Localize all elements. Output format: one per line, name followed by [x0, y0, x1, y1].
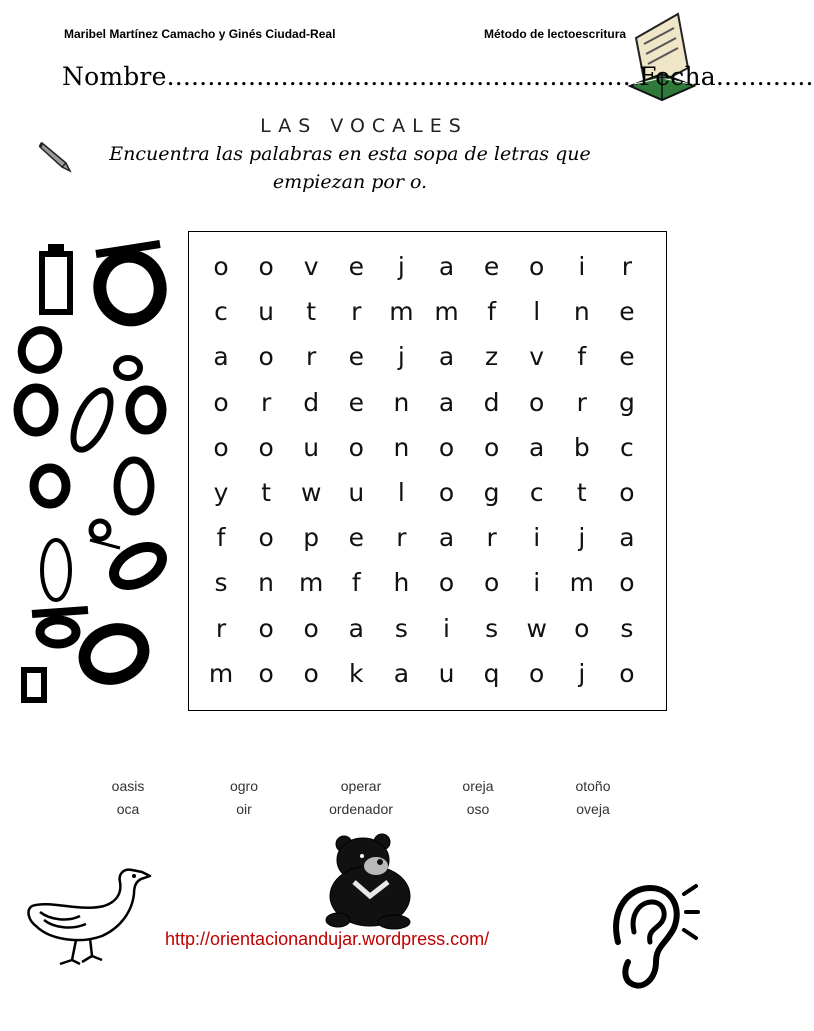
grid-cell[interactable]: a: [348, 613, 364, 643]
grid-cell[interactable]: y: [213, 478, 229, 507]
word-list-item: oreja: [462, 778, 494, 794]
grid-cell[interactable]: a: [438, 523, 455, 553]
grid-cell[interactable]: o: [529, 387, 545, 417]
grid-cell[interactable]: j: [397, 342, 405, 372]
pencil-icon: [38, 137, 74, 173]
grid-cell[interactable]: i: [578, 252, 586, 281]
grid-cell[interactable]: z: [485, 342, 499, 372]
grid-cell[interactable]: s: [394, 613, 408, 643]
grid-cell[interactable]: r: [576, 387, 587, 417]
bear-icon: [318, 830, 418, 930]
grid-cell[interactable]: o: [438, 568, 455, 598]
grid-cell[interactable]: o: [258, 613, 274, 643]
grid-cell[interactable]: m: [434, 297, 459, 327]
grid-cell[interactable]: a: [619, 523, 635, 553]
grid-cell[interactable]: m: [389, 297, 414, 327]
date-field[interactable]: Fecha............: [639, 62, 814, 91]
grid-cell[interactable]: o: [619, 478, 635, 507]
grid-cell[interactable]: r: [260, 387, 272, 417]
grid-cell[interactable]: q: [483, 658, 500, 688]
grid-cell[interactable]: o: [213, 252, 229, 281]
grid-cell[interactable]: j: [578, 523, 586, 553]
grid-cell[interactable]: l: [533, 297, 541, 327]
grid-cell[interactable]: v: [303, 252, 319, 281]
grid-cell[interactable]: o: [619, 568, 635, 598]
word-list-item: oasis: [111, 778, 145, 794]
grid-cell[interactable]: v: [529, 342, 545, 372]
grid-cell[interactable]: s: [620, 613, 634, 643]
grid-cell[interactable]: a: [393, 658, 410, 688]
grid-cell[interactable]: o: [483, 568, 500, 598]
word-list-item: oso: [466, 801, 490, 817]
grid-cell[interactable]: e: [619, 297, 635, 327]
instructions: [80, 140, 620, 196]
grid-cell[interactable]: o: [303, 613, 319, 643]
grid-cell[interactable]: c: [529, 478, 544, 507]
grid-cell[interactable]: a: [438, 342, 455, 372]
grid-cell[interactable]: o: [213, 387, 229, 417]
grid-cell[interactable]: a: [213, 342, 229, 372]
grid-cell[interactable]: o: [258, 432, 274, 462]
grid-cell[interactable]: o: [438, 432, 455, 462]
grid-cell[interactable]: o: [258, 658, 274, 688]
grid-cell[interactable]: f: [351, 568, 361, 598]
grid-cell[interactable]: o: [258, 523, 274, 553]
grid-cell[interactable]: r: [396, 523, 407, 553]
grid-cell[interactable]: b: [573, 432, 590, 462]
grid-cell[interactable]: u: [303, 432, 320, 462]
header-method: Método de lectoescritura: [484, 27, 627, 41]
grid-cell[interactable]: o: [213, 432, 229, 462]
grid-cell[interactable]: r: [215, 613, 227, 643]
grid-cell[interactable]: j: [578, 658, 586, 688]
goose-icon: [20, 850, 160, 970]
grid-cell[interactable]: n: [573, 297, 590, 327]
grid-cell[interactable]: n: [393, 387, 410, 417]
grid-cell[interactable]: w: [300, 478, 322, 507]
grid-cell[interactable]: d: [303, 387, 320, 417]
grid-cell[interactable]: n: [393, 432, 410, 462]
grid-cell[interactable]: a: [529, 432, 545, 462]
instructions-line-1: Encuentra las palabras en esta sopa de letras que: [109, 143, 591, 165]
word-list-item: operar: [340, 778, 382, 794]
grid-cell[interactable]: e: [348, 342, 364, 372]
grid-cell[interactable]: a: [438, 252, 455, 281]
grid-cell[interactable]: f: [487, 297, 496, 327]
grid-cell[interactable]: j: [397, 252, 405, 281]
grid-cell[interactable]: t: [576, 478, 587, 507]
grid-cell[interactable]: w: [526, 613, 547, 643]
grid-cell[interactable]: r: [351, 297, 362, 327]
grid-cell[interactable]: r: [621, 252, 633, 281]
word-list-item: oca: [116, 801, 140, 817]
grid-cell[interactable]: o: [529, 658, 545, 688]
grid-cell[interactable]: e: [619, 342, 635, 372]
grid-cell[interactable]: o: [258, 252, 274, 281]
grid-cell[interactable]: o: [529, 252, 545, 281]
grid-cell[interactable]: o: [258, 342, 274, 372]
grid-cell[interactable]: s: [485, 613, 499, 643]
letter-o-decoration: [10, 240, 185, 720]
footer-url[interactable]: http://orientacionandujar.wordpress.com/: [165, 929, 490, 949]
grid-cell[interactable]: n: [258, 568, 275, 598]
grid-cell[interactable]: d: [483, 387, 500, 417]
grid-cell[interactable]: f: [216, 523, 226, 553]
grid-cell[interactable]: g: [483, 478, 500, 507]
grid-cell[interactable]: r: [486, 523, 497, 553]
grid-cell[interactable]: i: [443, 613, 450, 643]
ear-icon: [600, 880, 700, 995]
grid-cell[interactable]: k: [349, 658, 364, 688]
grid-cell[interactable]: r: [306, 342, 317, 372]
word-list-item: oir: [236, 801, 252, 817]
grid-cell[interactable]: t: [261, 478, 271, 507]
grid-cell[interactable]: t: [306, 297, 317, 327]
grid-cell[interactable]: o: [483, 432, 500, 462]
grid-cell[interactable]: m: [569, 568, 594, 598]
word-search-grid: [188, 231, 667, 711]
grid-cell[interactable]: i: [533, 523, 541, 553]
grid-cell[interactable]: e: [348, 252, 364, 281]
grid-cell[interactable]: m: [299, 568, 324, 598]
word-list-item: oveja: [576, 801, 610, 817]
grid-cell[interactable]: a: [438, 387, 455, 417]
word-list-item: ordenador: [329, 801, 393, 817]
grid-cell[interactable]: e: [348, 523, 364, 553]
header-authors: Maribel Martínez Camacho y Ginés Ciudad-Real: [64, 27, 336, 41]
grid-cell[interactable]: e: [483, 252, 500, 281]
name-field[interactable]: Nombre.........................................................: [62, 62, 631, 91]
grid-cell[interactable]: l: [397, 478, 405, 507]
grid-cell[interactable]: f: [577, 342, 587, 372]
grid-cell[interactable]: g: [618, 387, 635, 417]
grid-cell[interactable]: o: [303, 658, 319, 688]
word-list-item: otoño: [575, 778, 611, 794]
grid-cell[interactable]: o: [619, 658, 635, 688]
grid-cell[interactable]: o: [574, 613, 590, 643]
grid-cell[interactable]: o: [348, 432, 364, 462]
grid-cell[interactable]: u: [348, 478, 365, 507]
word-list-item: ogro: [229, 778, 259, 794]
grid-cell[interactable]: m: [208, 658, 234, 688]
grid-cell[interactable]: h: [393, 568, 410, 598]
instructions-line-2: empiezan por o.: [272, 171, 428, 193]
grid-cell[interactable]: s: [214, 568, 228, 598]
grid-cell[interactable]: o: [438, 478, 455, 507]
grid-cell[interactable]: u: [258, 297, 275, 327]
name-date-line: [62, 62, 814, 91]
grid-cell[interactable]: p: [303, 523, 320, 553]
grid-cell[interactable]: e: [348, 387, 364, 417]
grid-cell[interactable]: i: [533, 568, 541, 598]
grid-cell[interactable]: u: [438, 658, 455, 688]
page-title: LAS VOCALES: [260, 115, 468, 137]
grid-cell[interactable]: c: [620, 432, 634, 462]
grid-cell[interactable]: c: [214, 297, 228, 327]
